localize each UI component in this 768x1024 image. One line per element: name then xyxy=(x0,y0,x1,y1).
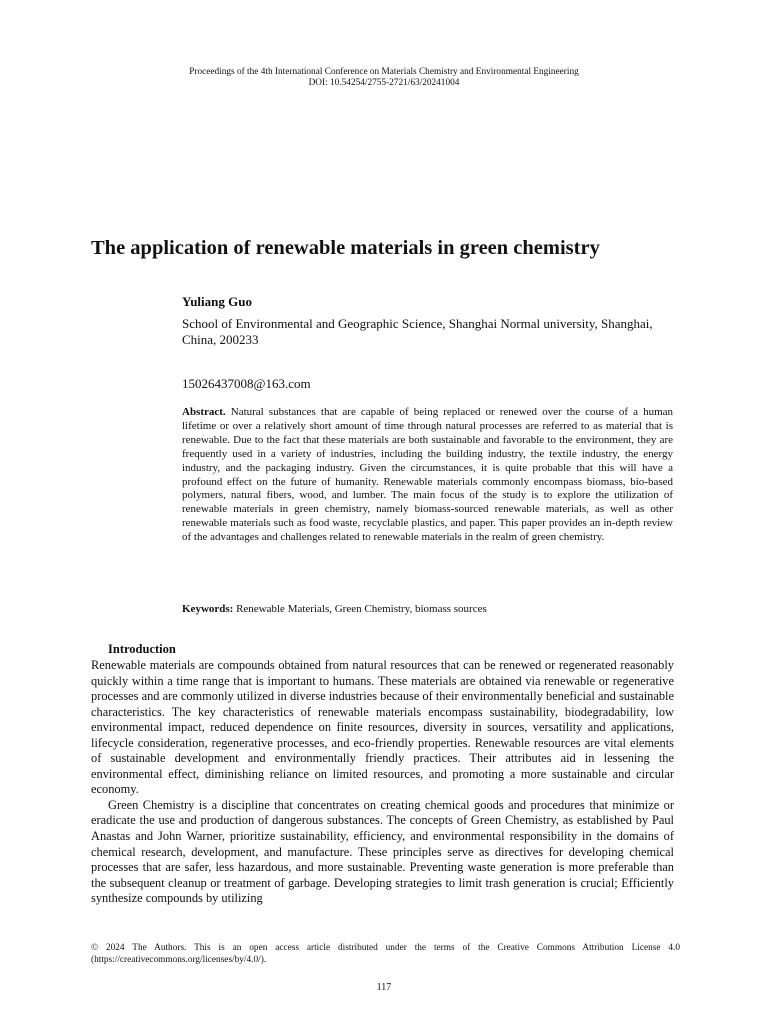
doi-line: DOI: 10.54254/2755-2721/63/20241004 xyxy=(308,78,460,88)
introduction-body xyxy=(91,658,674,907)
running-header xyxy=(0,67,768,89)
license-footnote: © 2024 The Authors. This is an open access article distributed under the terms of the Creative Commons Attribution License 4.0 (https://creativecommons.org/licenses/by/4.0/). xyxy=(91,943,680,965)
keywords-label: Keywords: xyxy=(182,603,234,615)
introduction-paragraph-1: Renewable materials are compounds obtained from natural resources that can be renewed or regenerated reasonably quickly within a time range that is important to humans. These materials are obtained via renewable or regenerative processes and are commonly utilized in diverse industries because of their environmentally beneficial and sustainable characteristics. The key characteristics of renewable materials encompass sustainability, biodegradability, low environmental impact, reduced dependence on finite resources, diversity in sources, versatility and applications, lifecycle consideration, regenerative processes, and eco-friendly properties. Renewable resources are vital elements of sustainable development and environmentally friendly practices. Their attributes aid in lessening the environmental effect, diminishing reliance on limited resources, and promoting a more sustainable and circular economy. xyxy=(91,658,674,797)
proceedings-line: Proceedings of the 4th International Conference on Materials Chemistry and Environmental Engineering xyxy=(189,67,579,77)
abstract-label: Abstract. xyxy=(182,406,226,418)
author-affiliation: School of Environmental and Geographic Science, Shanghai Normal university, Shanghai, China, 200233 xyxy=(182,316,653,347)
paper-title: The application of renewable materials in green chemistry xyxy=(91,237,600,259)
introduction-paragraph-2: Green Chemistry is a discipline that concentrates on creating chemical goods and procedures that minimize or eradicate the use and production of dangerous substances. The concepts of Green Chemistry, as established by Paul Anastas and John Warner, prioritize sustainability, efficiency, and environmental responsibility in the domains of chemical research, development, and manufacture. These principles serve as directives for developing chemical processes that are safer, less hazardous, and more sustainable. Preventing waste generation is more preferable than the subsequent cleanup or treatment of garbage. Developing strategies to limit trash generation is crucial; Efficiently synthesize compounds by utilizing xyxy=(91,797,674,906)
keywords xyxy=(182,602,673,616)
introduction-heading: Introduction xyxy=(108,642,176,656)
author-email: 15026437008@163.com xyxy=(182,376,311,391)
author-name: Yuliang Guo xyxy=(182,294,252,309)
keywords-text: Renewable Materials, Green Chemistry, biomass sources xyxy=(236,603,487,615)
abstract-text: Natural substances that are capable of being replaced or renewed over the course of a human lifetime or over a relatively short amount of time through natural processes are referred to as material that is renewable. Due to the fact that these materials are both sustainable and favorable to the environment, they are frequently used in a variety of industries, including the building industry, the textile industry, the energy industry, and the packaging industry. Given the circumstances, it is quite probable that this will have a profound effect on the future of humanity. Renewable materials commonly encompass biomass, bio-based polymers, natural fibers, wood, and lumber. The main focus of the study is to explore the utilization of renewable materials in green chemistry, namely biomass-sourced renewable materials, as well as other renewable materials such as food waste, recyclable plastics, and paper. This paper provides an in-depth review of the advantages and challenges related to renewable materials in the realm of green chemistry. xyxy=(182,406,674,544)
page-number: 117 xyxy=(376,982,392,993)
abstract xyxy=(182,406,673,545)
